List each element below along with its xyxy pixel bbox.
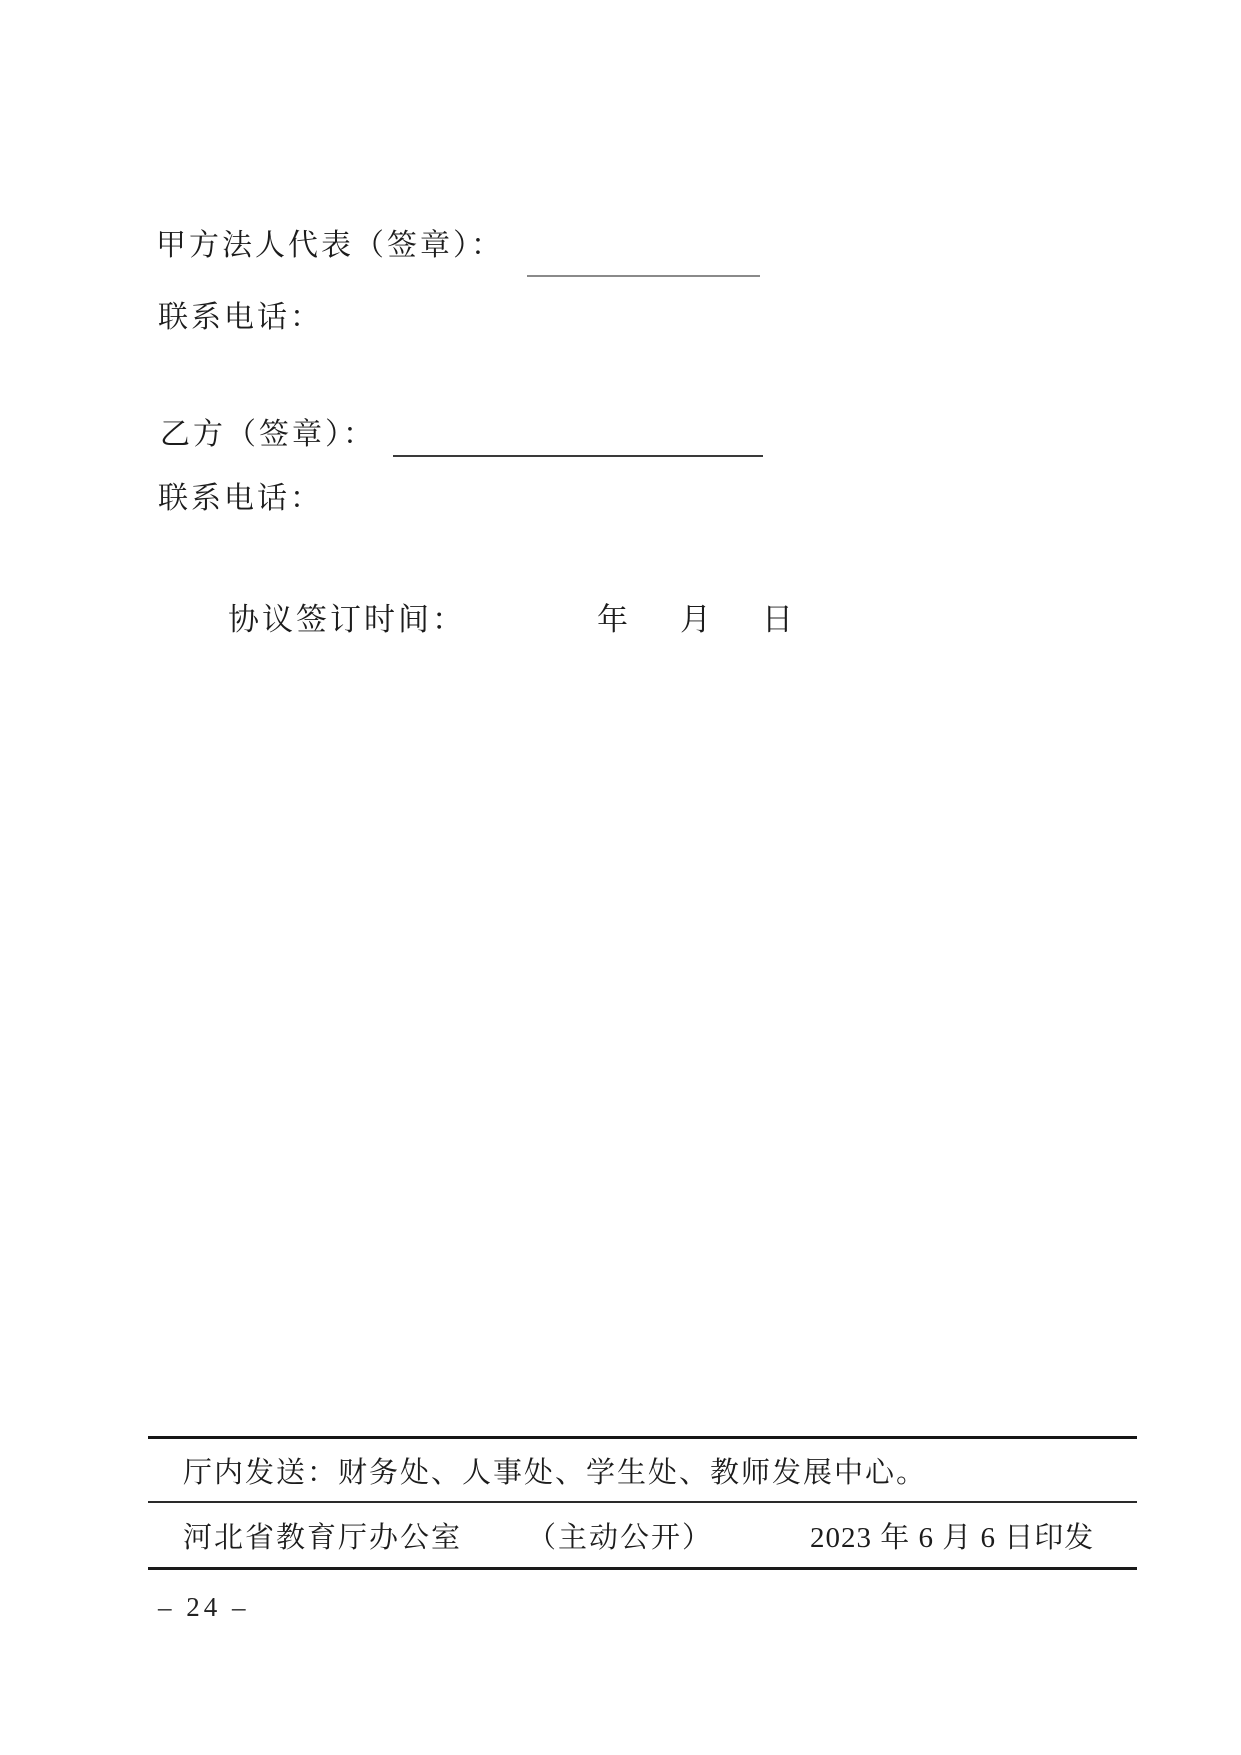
party-b-signature-blank — [393, 455, 763, 457]
footer-divider-top — [148, 1436, 1137, 1439]
print-date-label: 2023 年 6 月 6 日印发 — [810, 1522, 1095, 1554]
party-a-signature-line — [156, 224, 504, 268]
disclosure-type — [527, 1520, 713, 1556]
party-a-signature-blank — [527, 275, 760, 277]
page-number — [158, 1592, 250, 1623]
party-a-label: 甲方法人代表（签章）： — [156, 229, 504, 262]
print-date — [810, 1520, 1094, 1556]
issuer-office-label: 河北省教育厅办公室 — [183, 1522, 463, 1554]
footer-divider-bottom — [148, 1567, 1137, 1570]
day-label: 日 — [762, 602, 796, 637]
party-a-phone-label: 联系电话： — [158, 301, 323, 334]
party-b-label: 乙方（签章）： — [160, 418, 376, 451]
disclosure-type-label: （主动公开） — [527, 1522, 714, 1554]
distribution-note: 厅内发送：财务处、人事处、学生处、教师发展中心。 — [183, 1457, 928, 1489]
party-a-phone-line — [158, 296, 323, 340]
issuer-office — [183, 1520, 462, 1556]
page-number-label: – 24 – — [158, 1592, 250, 1622]
sign-date-label: 协议签订时间： — [228, 602, 466, 637]
party-b-phone-label: 联系电话： — [158, 482, 323, 515]
distribution-note-line — [183, 1455, 927, 1491]
party-b-phone-line — [158, 477, 323, 521]
sign-date-line — [228, 598, 828, 644]
party-b-signature-line — [160, 413, 376, 457]
month-label: 月 — [680, 602, 714, 637]
footer-divider-middle — [148, 1501, 1137, 1503]
year-label: 年 — [597, 602, 631, 637]
